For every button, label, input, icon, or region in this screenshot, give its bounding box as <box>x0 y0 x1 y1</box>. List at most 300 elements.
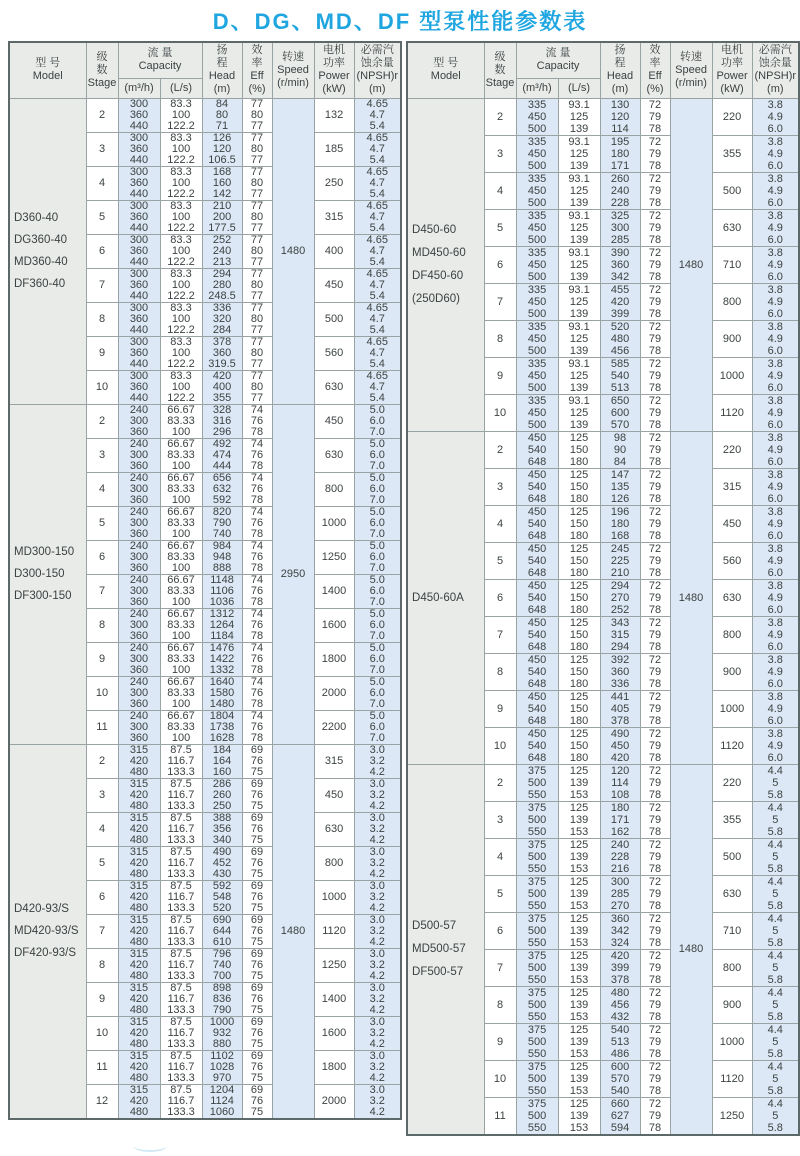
value-line: 93.1 <box>568 246 590 259</box>
value-line: 300 <box>129 98 149 110</box>
model-names <box>9 404 86 744</box>
value-line: 122.2 <box>167 221 195 234</box>
value-line: 648 <box>527 492 547 505</box>
value-line: 790 <box>212 1003 232 1016</box>
value-line: 1480 <box>209 697 235 710</box>
value-line: 3.2 <box>369 890 385 903</box>
value-line: 3.8 <box>767 690 783 703</box>
value-line: 4.4 <box>767 1060 783 1073</box>
value-line: 360 <box>129 278 149 291</box>
model-name: DF450-60 <box>412 270 464 282</box>
eff-values <box>640 579 670 616</box>
head-values <box>600 801 640 838</box>
capacity-ls-values <box>160 676 202 710</box>
value-line: 139 <box>569 122 589 135</box>
value-line: 122.2 <box>167 187 195 200</box>
value-line: 420 <box>129 1094 149 1107</box>
col-header-stage-label: 数 <box>96 63 108 76</box>
col-header-capacity-ls <box>558 78 600 98</box>
value-line: 315 <box>129 778 149 790</box>
value-line: 4.9 <box>767 332 783 345</box>
value-line: 315 <box>129 846 149 858</box>
value-line: 570 <box>610 418 630 431</box>
model-name: D360-40 <box>14 211 59 224</box>
value-line: 5.0 <box>369 676 385 688</box>
power-value: 710 <box>712 912 752 949</box>
power-value: 355 <box>712 135 752 172</box>
eff-values <box>242 166 272 200</box>
col-header-eff-label: 效 <box>251 44 263 57</box>
value-line: 315 <box>129 982 149 994</box>
value-line: 78 <box>250 629 264 642</box>
value-line: 93.1 <box>568 320 590 333</box>
value-line: 4.9 <box>767 591 783 604</box>
value-line: 4.7 <box>369 210 385 223</box>
value-line: 153 <box>569 1047 589 1060</box>
value-line: 87.5 <box>170 948 192 960</box>
value-line: 548 <box>212 890 232 903</box>
stage-value: 2 <box>86 98 118 132</box>
capacity-m3h-values <box>516 727 558 764</box>
col-header-power-label: Power <box>318 70 350 83</box>
value-line: 125 <box>569 542 589 555</box>
value-line: 139 <box>569 776 589 789</box>
value-line: 79 <box>648 887 662 900</box>
value-line: 360 <box>129 527 149 540</box>
value-line: 4.2 <box>369 1003 385 1016</box>
value-line: 153 <box>569 825 589 838</box>
head-values <box>202 880 242 914</box>
col-header-head-label: (m) <box>611 83 629 96</box>
eff-values <box>640 875 670 912</box>
head-values <box>202 200 242 234</box>
value-line: 375 <box>527 1023 547 1036</box>
value-line: 79 <box>648 406 662 419</box>
value-line: 1580 <box>209 686 235 699</box>
value-line: 360 <box>610 665 630 678</box>
power-value: 500 <box>712 838 752 875</box>
value-line: 77 <box>250 268 264 280</box>
value-line: 125 <box>569 986 589 999</box>
capacity-m3h-values <box>516 468 558 505</box>
head-values <box>202 472 242 506</box>
value-line: 285 <box>610 233 630 246</box>
npsh-values <box>354 948 401 982</box>
col-header-eff-label: 率 <box>649 57 661 70</box>
col-header-capacity-label: 流 量 <box>545 47 571 60</box>
value-line: 400 <box>212 380 232 393</box>
value-line: 500 <box>527 887 547 900</box>
value-line: 79 <box>648 110 662 123</box>
value-line: 1738 <box>209 720 235 733</box>
capacity-ls-values <box>160 744 202 778</box>
npsh-values <box>354 744 401 778</box>
value-line: 300 <box>129 268 149 280</box>
value-line: 4.9 <box>767 184 783 197</box>
value-line: 300 <box>129 302 149 314</box>
value-line: 420 <box>212 370 232 382</box>
value-line: 69 <box>250 914 264 926</box>
value-line: 77 <box>250 187 264 200</box>
npsh-values <box>752 986 799 1023</box>
value-line: 240 <box>610 184 630 197</box>
capacity-ls-values <box>558 801 600 838</box>
value-line: 5.8 <box>767 1010 783 1023</box>
capacity-ls-values <box>160 268 202 302</box>
capacity-m3h-values <box>516 357 558 394</box>
value-line: 153 <box>569 788 589 801</box>
capacity-m3h-values <box>118 404 160 438</box>
capacity-ls-values <box>160 438 202 472</box>
value-line: 1060 <box>209 1105 235 1118</box>
value-line: 4.2 <box>369 1037 385 1050</box>
stage-value: 2 <box>86 744 118 778</box>
col-header-capacity-m3h <box>516 78 558 98</box>
value-line: 240 <box>129 642 149 654</box>
value-line: 100 <box>171 425 191 438</box>
value-line: 75 <box>250 1037 264 1050</box>
power-value: 1000 <box>314 506 354 540</box>
value-line: 335 <box>527 172 547 185</box>
value-line: 4.2 <box>369 867 385 880</box>
value-line: 72 <box>648 357 662 370</box>
value-line: 550 <box>527 973 547 986</box>
value-line: 1148 <box>210 574 234 586</box>
npsh-values <box>752 135 799 172</box>
value-line: 83.33 <box>167 414 195 427</box>
value-line: 78 <box>648 640 662 653</box>
value-line: 83.33 <box>167 550 195 563</box>
value-line: 440 <box>129 391 149 404</box>
value-line: 93.1 <box>568 98 590 111</box>
value-line: 83.3 <box>170 132 192 144</box>
head-values <box>202 336 242 370</box>
value-line: 375 <box>527 875 547 888</box>
col-header-npsh <box>354 42 401 98</box>
col-header-model-label: Model <box>430 70 461 83</box>
value-line: 260 <box>610 172 630 185</box>
col-header-eff-label: Eff <box>250 70 264 83</box>
value-line: 4.7 <box>369 346 385 359</box>
value-line: 480 <box>129 1003 149 1016</box>
value-line: 5.4 <box>369 187 385 200</box>
value-line: 195 <box>610 135 630 148</box>
capacity-ls-values <box>160 982 202 1016</box>
model-name: D420-93/S <box>14 902 69 915</box>
value-line: 632 <box>212 482 232 495</box>
value-line: 3.8 <box>767 209 783 222</box>
col-header-npsh-label: 必需汽 <box>758 44 792 57</box>
value-line: 3.2 <box>369 992 385 1005</box>
value-line: 100 <box>171 561 191 574</box>
capacity-m3h-values <box>516 579 558 616</box>
value-line: 171 <box>610 159 630 172</box>
npsh-values <box>354 608 401 642</box>
power-value: 710 <box>712 246 752 283</box>
eff-values <box>640 209 670 246</box>
value-line: 1204 <box>209 1084 235 1096</box>
model-names <box>9 98 86 404</box>
value-line: 627 <box>610 1109 630 1122</box>
value-line: 315 <box>129 1050 149 1062</box>
value-line: 77 <box>250 166 264 178</box>
power-value: 630 <box>712 579 752 616</box>
value-line: 69 <box>250 948 264 960</box>
value-line: 66.67 <box>167 608 195 620</box>
value-line: 150 <box>569 517 589 530</box>
value-line: 4.7 <box>369 142 385 155</box>
value-line: 550 <box>527 1047 547 1060</box>
model-name: DF300-150 <box>14 589 72 602</box>
capacity-ls-values <box>558 172 600 209</box>
head-values <box>600 616 640 653</box>
stage-value: 8 <box>86 302 118 336</box>
value-line: 125 <box>569 295 589 308</box>
value-line: 480 <box>129 901 149 914</box>
col-header-stage-label: Stage <box>485 76 515 89</box>
col-header-capacity-ls <box>160 78 202 98</box>
stage-value: 9 <box>86 982 118 1016</box>
value-line: 78 <box>648 1010 662 1023</box>
value-line: 76 <box>250 686 264 699</box>
col-header-head <box>202 42 242 98</box>
head-values <box>202 608 242 642</box>
capacity-m3h-values <box>118 1016 160 1050</box>
capacity-ls-values <box>160 404 202 438</box>
value-line: 4.2 <box>369 833 385 846</box>
value-line: 78 <box>250 731 264 744</box>
value-line: 125 <box>569 505 589 518</box>
capacity-m3h-values <box>516 986 558 1023</box>
value-line: 3.2 <box>369 1026 385 1039</box>
value-line: 77 <box>250 302 264 314</box>
eff-values <box>640 1097 670 1135</box>
stage-value: 3 <box>484 468 516 505</box>
head-values <box>600 135 640 172</box>
npsh-values <box>354 846 401 880</box>
value-line: 648 <box>527 566 547 579</box>
capacity-m3h-values <box>118 234 160 268</box>
value-line: 500 <box>527 924 547 937</box>
value-line: 78 <box>250 527 264 540</box>
value-line: 456 <box>610 998 630 1011</box>
col-header-model-label: 型 号 <box>433 57 459 70</box>
value-line: 5.0 <box>369 540 385 552</box>
value-line: 74 <box>250 574 264 586</box>
capacity-m3h-values <box>118 1050 160 1084</box>
eff-values <box>640 801 670 838</box>
value-line: 133.3 <box>167 935 195 948</box>
npsh-values <box>752 690 799 727</box>
value-line: 700 <box>212 969 232 982</box>
value-line: 75 <box>250 935 264 948</box>
value-line: 550 <box>527 1084 547 1097</box>
model-name: DG360-40 <box>14 233 68 246</box>
power-value: 1400 <box>314 982 354 1016</box>
value-line: 513 <box>610 1035 630 1048</box>
value-line: 540 <box>527 702 547 715</box>
value-line: 300 <box>129 686 149 699</box>
value-line: 360 <box>129 346 149 359</box>
head-values <box>600 357 640 394</box>
capacity-ls-values <box>558 949 600 986</box>
value-line: 87.5 <box>170 982 192 994</box>
value-line: 3.0 <box>369 846 385 858</box>
value-line: 440 <box>129 289 149 302</box>
value-line: 153 <box>569 973 589 986</box>
value-line: 4.4 <box>767 1023 783 1036</box>
value-line: 644 <box>212 924 232 937</box>
stage-value: 10 <box>86 370 118 404</box>
value-line: 72 <box>648 172 662 185</box>
value-line: 500 <box>527 961 547 974</box>
value-line: 5 <box>772 998 779 1011</box>
eff-values <box>242 880 272 914</box>
stage-value: 2 <box>86 404 118 438</box>
power-value: 800 <box>712 616 752 653</box>
value-line: 6.0 <box>767 344 783 357</box>
value-line: 87.5 <box>170 812 192 824</box>
capacity-m3h-values <box>118 676 160 710</box>
value-line: 450 <box>527 505 547 518</box>
value-line: 3.0 <box>369 744 385 756</box>
value-line: 83.33 <box>167 448 195 461</box>
stage-value: 9 <box>484 1023 516 1060</box>
value-line: 4.9 <box>767 517 783 530</box>
eff-values <box>640 1023 670 1060</box>
value-line: 100 <box>171 210 191 223</box>
value-line: 72 <box>648 1097 662 1110</box>
value-line: 133.3 <box>167 765 195 778</box>
value-line: 5.8 <box>767 862 783 875</box>
eff-values <box>242 744 272 778</box>
value-line: 480 <box>129 969 149 982</box>
npsh-values <box>752 1023 799 1060</box>
value-line: 360 <box>129 493 149 506</box>
head-values <box>600 579 640 616</box>
stage-value: 4 <box>484 838 516 875</box>
value-line: 139 <box>569 233 589 246</box>
capacity-ls-values <box>160 846 202 880</box>
value-line: 5 <box>772 1035 779 1048</box>
stage-value: 9 <box>484 690 516 727</box>
capacity-ls-values <box>160 914 202 948</box>
stage-value: 2 <box>484 98 516 135</box>
value-line: 4.9 <box>767 369 783 382</box>
value-line: 100 <box>171 278 191 291</box>
value-line: 72 <box>648 949 662 962</box>
value-line: 450 <box>527 431 547 444</box>
value-line: 153 <box>569 899 589 912</box>
value-line: 6.0 <box>767 455 783 468</box>
npsh-values <box>752 320 799 357</box>
value-line: 125 <box>569 110 589 123</box>
head-values <box>600 431 640 468</box>
npsh-values <box>354 778 401 812</box>
value-line: 500 <box>527 159 547 172</box>
value-line: 83.33 <box>167 584 195 597</box>
power-value: 450 <box>314 778 354 812</box>
eff-values <box>242 438 272 472</box>
capacity-ls-values <box>160 132 202 166</box>
value-line: 77 <box>250 336 264 348</box>
model-name: D500-57 <box>412 920 457 932</box>
npsh-values <box>752 727 799 764</box>
value-line: 139 <box>569 307 589 320</box>
head-values <box>600 320 640 357</box>
col-header-head-label: Head <box>208 70 236 83</box>
value-line: 3.0 <box>369 1016 385 1028</box>
npsh-values <box>354 1084 401 1119</box>
value-line: 3.8 <box>767 579 783 592</box>
value-line: 78 <box>648 418 662 431</box>
value-line: 133.3 <box>167 969 195 982</box>
value-line: 76 <box>250 856 264 869</box>
value-line: 4.9 <box>767 443 783 456</box>
value-line: 360 <box>129 210 149 223</box>
value-line: 294 <box>610 579 630 592</box>
value-line: 122.2 <box>167 119 195 132</box>
value-line: 5.8 <box>767 899 783 912</box>
value-line: 79 <box>648 295 662 308</box>
stage-value: 7 <box>86 574 118 608</box>
value-line: 150 <box>569 443 589 456</box>
eff-values <box>242 472 272 506</box>
value-line: 4.4 <box>767 1097 783 1110</box>
power-value: 630 <box>314 812 354 846</box>
capacity-ls-values <box>558 579 600 616</box>
value-line: 550 <box>527 862 547 875</box>
value-line: 300 <box>129 336 149 348</box>
value-line: 440 <box>129 323 149 336</box>
capacity-m3h-values <box>118 166 160 200</box>
eff-values <box>242 948 272 982</box>
eff-values <box>242 200 272 234</box>
value-line: 79 <box>648 221 662 234</box>
value-line: 77 <box>250 323 264 336</box>
value-line: 79 <box>648 998 662 1011</box>
page-title: D、DG、MD、DF 型泵性能参数表 <box>212 9 588 34</box>
value-line: 78 <box>648 159 662 172</box>
npsh-values <box>354 132 401 166</box>
value-line: 388 <box>212 812 232 824</box>
value-line: 420 <box>129 890 149 903</box>
value-line: 77 <box>250 357 264 370</box>
stage-value: 3 <box>86 778 118 812</box>
value-line: 120 <box>212 142 232 155</box>
value-line: 72 <box>648 690 662 703</box>
npsh-values <box>354 404 401 438</box>
col-header-head <box>600 42 640 98</box>
value-line: 1332 <box>209 663 235 676</box>
value-line: 4.65 <box>366 132 388 144</box>
npsh-values <box>752 283 799 320</box>
capacity-m3h-values <box>118 438 160 472</box>
value-line: 836 <box>212 992 232 1005</box>
value-line: 160 <box>212 176 232 189</box>
value-line: 7.0 <box>369 629 385 642</box>
col-header-npsh-label: 蚀余量 <box>360 57 394 70</box>
head-values <box>202 982 242 1016</box>
value-line: 316 <box>212 414 232 427</box>
value-line: 125 <box>569 690 589 703</box>
value-line: 4.4 <box>767 764 783 777</box>
capacity-ls-values <box>160 200 202 234</box>
capacity-m3h-values <box>516 209 558 246</box>
value-line: 4.2 <box>369 969 385 982</box>
power-value: 1800 <box>314 1050 354 1084</box>
value-line: 592 <box>212 880 232 892</box>
